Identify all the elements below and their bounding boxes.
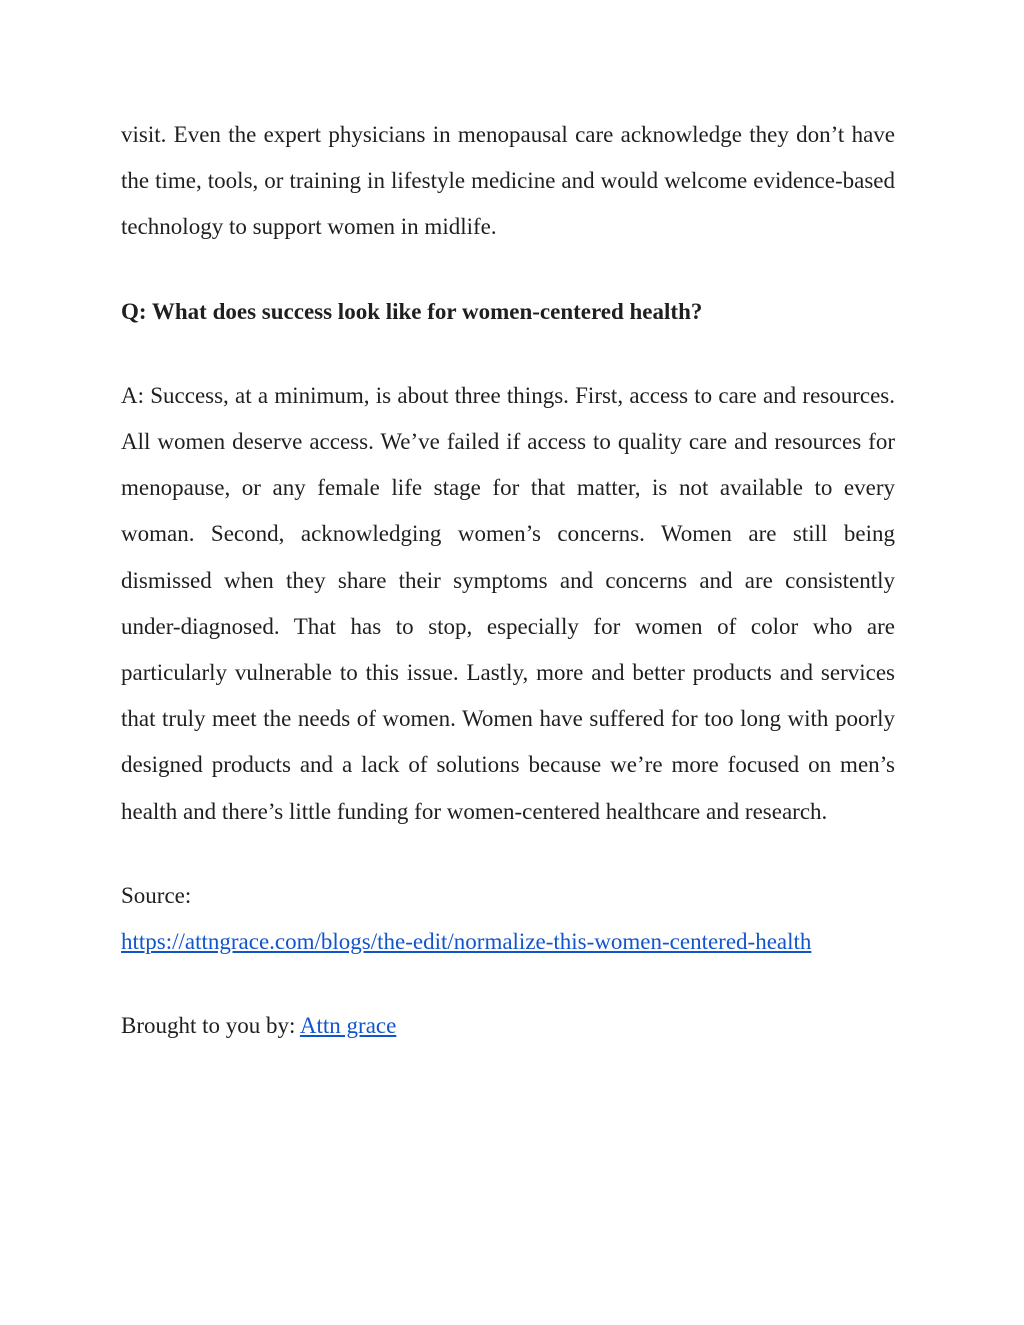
brought-label: Brought to you by:	[121, 1013, 300, 1039]
answer-paragraph: A: Success, at a minimum, is about three things. First, access to care and resources. All women deserve access. We’ve failed if access to quality care and resources for menopause, or any female life stage for that matter, is not available to every woman. Second, acknowledging women’s concerns. Women are still being dismissed when they share their symptoms and concerns and are consistently under-diagnosed. That has to stop, especially for women of color who are particularly vulnerable to this issue. Lastly, more and better products and services that truly meet the needs of women. Women have suffered for too long with poorly designed products and a lack of solutions because we’re more focused on men’s health and there’s little funding for women-centered healthcare and research.	[121, 382, 895, 824]
source-label: Source:	[121, 882, 192, 908]
intro-paragraph: visit. Even the expert physicians in menopausal care acknowledge they don’t have the time, tools, or training in lifestyle medicine and would welcome evidence-based technology to support women in midlife.	[121, 122, 895, 240]
source-link[interactable]: https://attngrace.com/blogs/the-edit/normalize-this-women-centered-health	[121, 929, 812, 955]
source-block	[121, 873, 895, 965]
question-heading: Q: What does success look like for women-centered health?	[121, 298, 703, 324]
attn-grace-link[interactable]: Attn grace	[299, 1013, 397, 1039]
brought-to-you-line	[121, 1003, 895, 1049]
document-page	[121, 112, 895, 1049]
